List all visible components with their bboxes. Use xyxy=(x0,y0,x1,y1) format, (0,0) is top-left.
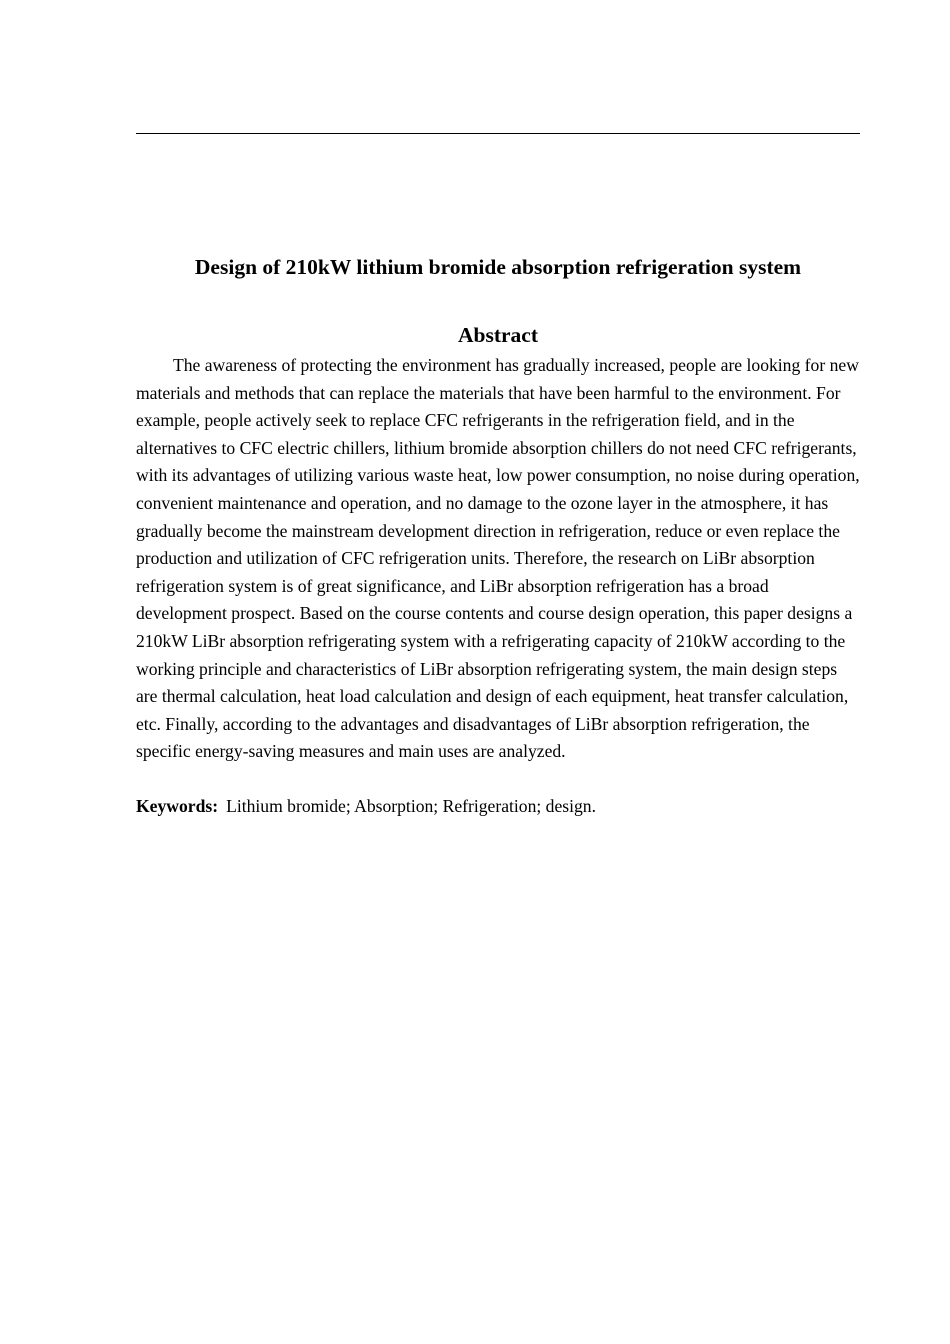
abstract-heading: Abstract xyxy=(457,323,538,347)
document-title: Design of 210kW lithium bromide absorption refrigeration system xyxy=(194,255,802,279)
abstract-body: The awareness of protecting the environment has gradually increased, people are looking for new materials and methods that can replace the materials that have been harmful to the environment. For example, people actively seek to replace CFC refrigerants in the refrigeration field, and in the alternatives to CFC electric chillers, lithium bromide absorption chillers do not need CFC refrigerants, with its advantages of utilizing various waste heat, low power consumption, no noise during operation, convenient maintenance and operation, and no damage to the ozone layer in the atmosphere, it has gradually become the mainstream development direction in refrigeration, reduce or even replace the production and utilization of CFC refrigeration units. Therefore, the research on LiBr absorption refrigeration system is of great significance, and LiBr absorption refrigeration has a broad development prospect. Based on the course contents and course design operation, this paper designs a 210kW LiBr absorption refrigerating system with a refrigerating capacity of 210kW according to the working principle and characteristics of LiBr absorption refrigerating system, the main design steps are thermal calculation, heat load calculation and design of each equipment, heat transfer calculation, etc. Finally, according to the advantages and disadvantages of LiBr absorption refrigeration, the specific energy-saving measures and main uses are analyzed. xyxy=(136,355,860,762)
header-rule xyxy=(136,133,860,134)
keywords-text: Lithium bromide; Absorption; Refrigeration; design. xyxy=(226,796,597,816)
keywords-label: Keywords: xyxy=(136,796,219,816)
keywords-line xyxy=(136,793,860,821)
